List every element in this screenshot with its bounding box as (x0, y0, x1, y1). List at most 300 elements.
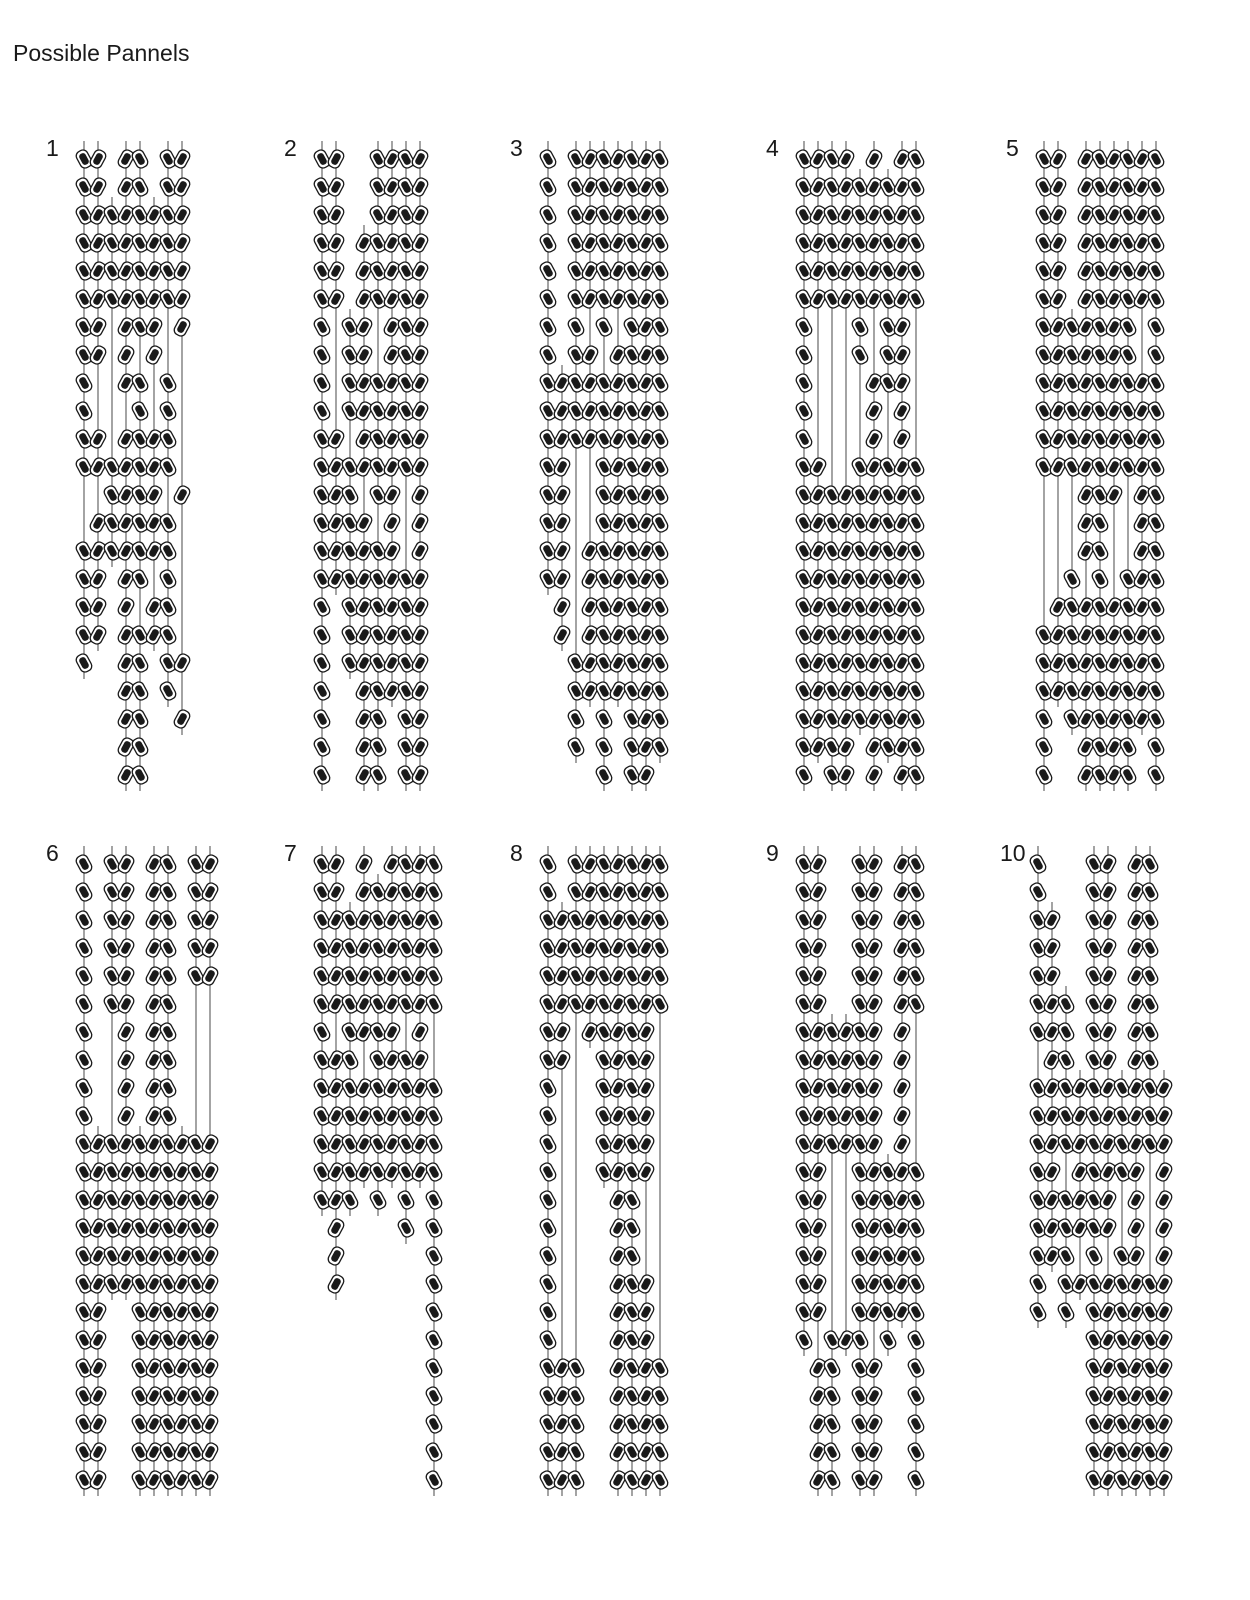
bead (650, 400, 669, 422)
bead (130, 372, 149, 394)
bead (566, 1469, 585, 1491)
bead-pattern (796, 840, 932, 1504)
bead (864, 428, 883, 450)
bead (1146, 680, 1165, 702)
bead (74, 965, 93, 987)
bead (892, 1021, 911, 1043)
bead (1146, 176, 1165, 198)
bead (808, 1161, 827, 1183)
bead (650, 680, 669, 702)
bead (1154, 1441, 1173, 1463)
bead (1154, 1161, 1173, 1183)
bead (158, 540, 177, 562)
bead (552, 1021, 571, 1043)
bead (200, 853, 219, 875)
bead (566, 1357, 585, 1379)
bead (650, 456, 669, 478)
bead (424, 937, 443, 959)
bead (538, 176, 557, 198)
bead (622, 1245, 641, 1267)
bead (74, 1049, 93, 1071)
bead (158, 1049, 177, 1071)
bead (906, 909, 925, 931)
bead (836, 148, 855, 170)
bead (906, 965, 925, 987)
bead (424, 853, 443, 875)
bead (88, 596, 107, 618)
bead (354, 316, 373, 338)
bead (822, 1413, 841, 1435)
bead (552, 1049, 571, 1071)
bead (424, 1133, 443, 1155)
bead (424, 1301, 443, 1323)
bead (158, 1077, 177, 1099)
bead (864, 1469, 883, 1491)
bead (650, 881, 669, 903)
bead (410, 344, 429, 366)
bead (1028, 1273, 1047, 1295)
bead (594, 764, 613, 786)
bead (1146, 372, 1165, 394)
bead (130, 400, 149, 422)
bead (200, 1357, 219, 1379)
bead (1154, 1469, 1173, 1491)
bead (1154, 1301, 1173, 1323)
bead (116, 1105, 135, 1127)
bead (424, 1469, 443, 1491)
bead (1146, 148, 1165, 170)
bead (88, 1441, 107, 1463)
bead (650, 1413, 669, 1435)
bead (1056, 1301, 1075, 1323)
bead (864, 1385, 883, 1407)
bead (74, 1021, 93, 1043)
bead (88, 1413, 107, 1435)
bead (808, 965, 827, 987)
bead (130, 148, 149, 170)
bead (200, 1189, 219, 1211)
bead (410, 652, 429, 674)
bead (312, 596, 331, 618)
panel-number: 7 (284, 840, 297, 866)
bead (1154, 1329, 1173, 1351)
bead (1126, 1217, 1145, 1239)
panel-9 (766, 840, 996, 1560)
bead (1098, 1189, 1117, 1211)
bead (864, 993, 883, 1015)
bead (74, 881, 93, 903)
bead (410, 624, 429, 646)
bead (1140, 881, 1159, 903)
bead (1146, 512, 1165, 534)
bead (410, 400, 429, 422)
bead (1098, 909, 1117, 931)
bead (538, 1077, 557, 1099)
bead (1084, 1245, 1103, 1267)
bead (850, 344, 869, 366)
panel-number: 4 (766, 135, 779, 161)
bead (636, 1273, 655, 1295)
bead (88, 176, 107, 198)
bead (566, 1441, 585, 1463)
bead (130, 680, 149, 702)
bead (1098, 881, 1117, 903)
bead (1146, 400, 1165, 422)
bead (566, 1413, 585, 1435)
bead (172, 484, 191, 506)
bead (1048, 176, 1067, 198)
bead (808, 853, 827, 875)
bead (1146, 652, 1165, 674)
bead (158, 853, 177, 875)
bead (864, 1413, 883, 1435)
bead (906, 881, 925, 903)
bead (538, 344, 557, 366)
bead (1140, 965, 1159, 987)
bead (326, 204, 345, 226)
bead (410, 764, 429, 786)
bead (1154, 1245, 1173, 1267)
bead (424, 1077, 443, 1099)
panel-8 (510, 840, 740, 1560)
bead (1154, 1413, 1173, 1435)
bead (566, 708, 585, 730)
bead (864, 909, 883, 931)
bead (906, 1273, 925, 1295)
bead (144, 344, 163, 366)
bead (74, 400, 93, 422)
bead (1118, 344, 1137, 366)
bead (538, 881, 557, 903)
bead (1104, 484, 1123, 506)
bead (424, 993, 443, 1015)
bead (312, 708, 331, 730)
bead (892, 400, 911, 422)
bead (158, 456, 177, 478)
bead-pattern (796, 135, 932, 799)
bead (650, 708, 669, 730)
bead (822, 1441, 841, 1463)
bead (906, 148, 925, 170)
bead (1126, 1245, 1145, 1267)
bead (88, 316, 107, 338)
bead (794, 400, 813, 422)
bead (1146, 204, 1165, 226)
bead (906, 540, 925, 562)
bead (116, 1049, 135, 1071)
bead (200, 1441, 219, 1463)
bead (1154, 1189, 1173, 1211)
bead (1098, 1021, 1117, 1043)
bead (650, 993, 669, 1015)
bead-pattern (314, 135, 436, 799)
bead (312, 736, 331, 758)
bead (650, 484, 669, 506)
bead (808, 1301, 827, 1323)
bead (1140, 909, 1159, 931)
bead (396, 1217, 415, 1239)
bead (144, 316, 163, 338)
bead (906, 568, 925, 590)
bead (424, 965, 443, 987)
bead (424, 909, 443, 931)
bead (158, 1105, 177, 1127)
bead (172, 204, 191, 226)
bead (172, 288, 191, 310)
bead-pattern (1036, 135, 1172, 799)
bead (368, 1189, 387, 1211)
bead (836, 764, 855, 786)
bead (1048, 204, 1067, 226)
bead (906, 596, 925, 618)
bead (200, 1385, 219, 1407)
bead (906, 708, 925, 730)
bead (88, 1301, 107, 1323)
bead (636, 1077, 655, 1099)
bead (1034, 764, 1053, 786)
bead (650, 1441, 669, 1463)
bead (906, 993, 925, 1015)
bead (906, 736, 925, 758)
bead (158, 680, 177, 702)
bead (650, 937, 669, 959)
bead (410, 540, 429, 562)
bead (312, 344, 331, 366)
bead (326, 1217, 345, 1239)
panel-5 (1006, 135, 1236, 855)
bead (906, 456, 925, 478)
bead (566, 316, 585, 338)
bead (1056, 1245, 1075, 1267)
bead (368, 736, 387, 758)
bead (1048, 260, 1067, 282)
bead (1118, 316, 1137, 338)
bead (650, 428, 669, 450)
panel-number: 2 (284, 135, 297, 161)
bead (88, 1329, 107, 1351)
panel-2 (284, 135, 514, 855)
bead (906, 1357, 925, 1379)
bead (1098, 965, 1117, 987)
bead (1140, 1049, 1159, 1071)
bead (636, 1021, 655, 1043)
bead (794, 344, 813, 366)
bead (200, 1245, 219, 1267)
bead (116, 853, 135, 875)
bead (1154, 1357, 1173, 1379)
bead (864, 1133, 883, 1155)
bead (1042, 965, 1061, 987)
bead (410, 428, 429, 450)
bead (1028, 881, 1047, 903)
bead (538, 1133, 557, 1155)
bead (424, 881, 443, 903)
bead (538, 1245, 557, 1267)
bead (636, 1301, 655, 1323)
bead (1056, 1021, 1075, 1043)
bead (200, 1217, 219, 1239)
bead (864, 1357, 883, 1379)
bead (116, 1077, 135, 1099)
bead (650, 909, 669, 931)
bead (88, 624, 107, 646)
bead (200, 1301, 219, 1323)
bead (158, 965, 177, 987)
bead (410, 736, 429, 758)
bead (1028, 1301, 1047, 1323)
bead (822, 1469, 841, 1491)
bead (158, 596, 177, 618)
bead (892, 1105, 911, 1127)
bead (200, 1161, 219, 1183)
bead (538, 288, 557, 310)
bead (172, 708, 191, 730)
bead (1118, 736, 1137, 758)
bead (1048, 232, 1067, 254)
bead (906, 1301, 925, 1323)
bead (74, 1105, 93, 1127)
bead (650, 260, 669, 282)
bead (552, 624, 571, 646)
bead (74, 853, 93, 875)
bead (538, 204, 557, 226)
bead (424, 1357, 443, 1379)
bead (892, 428, 911, 450)
bead (794, 316, 813, 338)
bead (312, 764, 331, 786)
bead (312, 680, 331, 702)
bead (340, 1049, 359, 1071)
bead (1146, 428, 1165, 450)
bead (158, 512, 177, 534)
bead (538, 1273, 557, 1295)
bead (850, 316, 869, 338)
bead (368, 708, 387, 730)
bead (1146, 540, 1165, 562)
bead (312, 372, 331, 394)
bead (906, 1217, 925, 1239)
bead (74, 909, 93, 931)
bead (410, 232, 429, 254)
bead (1034, 708, 1053, 730)
panel-number: 1 (46, 135, 59, 161)
bead (424, 1105, 443, 1127)
bead (1048, 288, 1067, 310)
panel-7 (284, 840, 514, 1560)
bead (88, 148, 107, 170)
bead (172, 176, 191, 198)
bead (808, 1189, 827, 1211)
bead (144, 484, 163, 506)
bead (794, 428, 813, 450)
bead (410, 260, 429, 282)
bead (906, 652, 925, 674)
bead (326, 148, 345, 170)
bead (906, 1161, 925, 1183)
bead-pattern (76, 840, 226, 1504)
bead (1146, 624, 1165, 646)
bead (410, 288, 429, 310)
bead (906, 1441, 925, 1463)
bead (650, 624, 669, 646)
bead (1154, 1385, 1173, 1407)
bead (822, 1357, 841, 1379)
bead (340, 1189, 359, 1211)
bead (1146, 316, 1165, 338)
bead (906, 512, 925, 534)
bead (1146, 708, 1165, 730)
bead (130, 652, 149, 674)
bead (538, 853, 557, 875)
bead (906, 1329, 925, 1351)
bead (650, 596, 669, 618)
bead (650, 1385, 669, 1407)
bead (424, 1273, 443, 1295)
bead (424, 1329, 443, 1351)
bead (892, 344, 911, 366)
bead (172, 148, 191, 170)
bead (200, 1273, 219, 1295)
bead (424, 1217, 443, 1239)
bead (906, 288, 925, 310)
bead (74, 993, 93, 1015)
bead (200, 1469, 219, 1491)
bead (200, 1329, 219, 1351)
bead (1146, 484, 1165, 506)
bead (74, 1077, 93, 1099)
bead (650, 568, 669, 590)
bead (538, 1189, 557, 1211)
bead (1140, 937, 1159, 959)
bead (116, 596, 135, 618)
panel-number: 10 (1000, 840, 1026, 866)
bead (1062, 568, 1081, 590)
bead (88, 344, 107, 366)
bead (354, 512, 373, 534)
bead (1140, 853, 1159, 875)
bead (650, 853, 669, 875)
bead (650, 316, 669, 338)
bead (650, 148, 669, 170)
bead (382, 540, 401, 562)
bead (538, 148, 557, 170)
bead (864, 148, 883, 170)
bead (1154, 1217, 1173, 1239)
bead (1056, 1049, 1075, 1071)
bead (158, 400, 177, 422)
bead (410, 1021, 429, 1043)
bead (382, 484, 401, 506)
bead (636, 1161, 655, 1183)
bead (864, 881, 883, 903)
bead (424, 1413, 443, 1435)
bead (368, 764, 387, 786)
bead (130, 568, 149, 590)
panel-number: 8 (510, 840, 523, 866)
bead (850, 1329, 869, 1351)
bead (1140, 1021, 1159, 1043)
bead (410, 680, 429, 702)
bead (650, 232, 669, 254)
bead (636, 1133, 655, 1155)
bead (1146, 456, 1165, 478)
bead (158, 1021, 177, 1043)
bead (410, 316, 429, 338)
bead (1140, 993, 1159, 1015)
bead (864, 853, 883, 875)
bead (354, 853, 373, 875)
bead (650, 965, 669, 987)
